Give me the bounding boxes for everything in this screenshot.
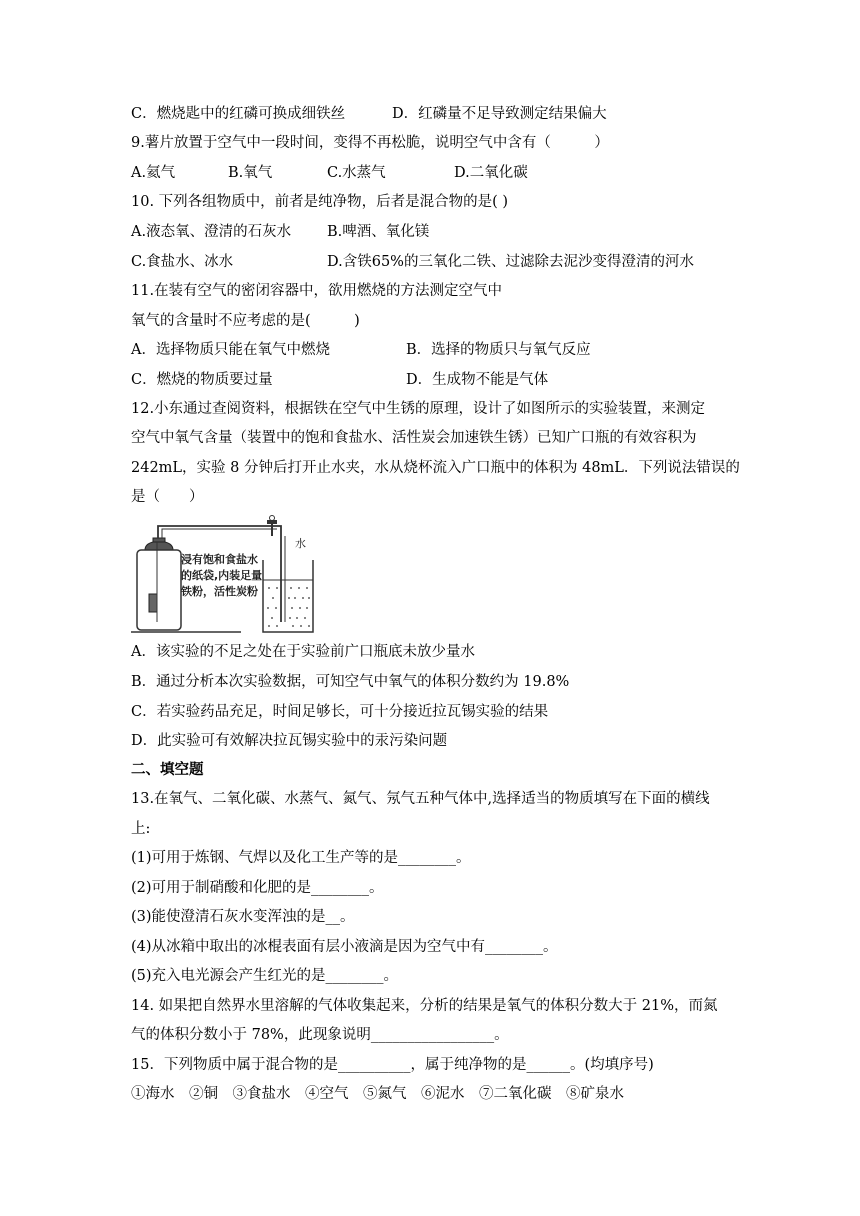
- q15-line2: ①海水 ②铜 ③食盐水 ④空气 ⑤氮气 ⑥泥水 ⑦二氧化碳 ⑧矿泉水: [131, 1086, 624, 1102]
- q12-stem-line2: 空气中氧气含量（装置中的饱和食盐水、活性炭会加速铁生锈）已知广口瓶的有效容积为: [131, 430, 697, 446]
- q10-option-b: B.啤酒、氧化镁: [327, 224, 430, 240]
- q13-stem-line1: 13.在氧气、二氧化碳、水蒸气、氮气、氖气五种气体中,选择适当的物质填写在下面的横线: [131, 791, 710, 807]
- apparatus-label-line2: 的纸袋,内装足量: [181, 569, 263, 582]
- q12-option-d: D．此实验可有效解决拉瓦锡实验中的汞污染问题: [131, 733, 448, 749]
- q11-option-b: B．选择的物质只与氧气反应: [406, 342, 591, 358]
- q13-item-3: (3)能使澄清石灰水变浑浊的是__。: [131, 909, 355, 925]
- q8-option-d: D．红磷量不足导致测定结果偏大: [392, 106, 607, 122]
- q13-item-4: (4)从冰箱中取出的冰棍表面有层小液滴是因为空气中有________。: [131, 939, 558, 955]
- q14-line2: 气的体积分数小于 78%，此现象说明_________________。: [131, 1027, 509, 1043]
- q13-item-1: (1)可用于炼钢、气焊以及化工生产等的是________。: [131, 850, 471, 866]
- q14-line1: 14. 如果把自然界水里溶解的气体收集起来，分析的结果是氧气的体积分数大于 21%，而氮: [131, 998, 718, 1014]
- experiment-apparatus-figure: [131, 514, 316, 636]
- q10-option-a: A.液态氧、澄清的石灰水: [131, 224, 292, 240]
- q12-option-b: B．通过分析本次实验数据，可知空气中氧气的体积分数约为 19.8%: [131, 674, 570, 690]
- q11-stem-line2: 氧气的含量时不应考虑的是( ): [131, 313, 360, 329]
- apparatus-label-line3: 铁粉，活性炭粉: [181, 585, 258, 598]
- apparatus-label-water: 水: [295, 537, 306, 550]
- q12-stem-line1: 12.小东通过查阅资料，根据铁在空气中生锈的原理，设计了如图所示的实验装置，来测定: [131, 401, 706, 417]
- q10-stem: 10. 下列各组物质中，前者是纯净物，后者是混合物的是( ): [131, 194, 509, 210]
- q10-option-d: D.含铁65%的三氧化二铁、过滤除去泥沙变得澄清的河水: [327, 254, 694, 270]
- q13-stem-line2: 上:: [131, 821, 151, 837]
- q11-option-c: C．燃烧的物质要过量: [131, 372, 273, 388]
- q8-option-c: C．燃烧匙中的红磷可换成细铁丝: [131, 106, 346, 122]
- apparatus-label-line1: 浸有饱和食盐水: [181, 553, 258, 566]
- q12-option-c: C．若实验药品充足，时间足够长，可十分接近拉瓦锡实验的结果: [131, 704, 549, 720]
- q11-option-d: D．生成物不能是气体: [406, 372, 549, 388]
- q9-option-a: A.氦气: [131, 165, 176, 181]
- q12-option-a: A．该实验的不足之处在于实验前广口瓶底未放少量水: [131, 644, 475, 660]
- q9-option-d: D.二氧化碳: [454, 165, 528, 181]
- q11-stem-line1: 11.在装有空气的密闭容器中，欲用燃烧的方法测定空气中: [131, 283, 503, 299]
- q15-line1: 15．下列物质中属于混合物的是__________，属于纯净物的是______。(均填序号): [131, 1057, 654, 1073]
- q11-option-a: A．选择物质只能在氧气中燃烧: [131, 342, 330, 358]
- section-heading-fill-in: 二、填空题: [131, 762, 204, 778]
- q12-stem-line3: 242mL，实验 8 分钟后打开止水夹，水从烧杯流入广口瓶中的体积为 48mL．下列说法错误的: [131, 460, 740, 476]
- q9-stem: 9.薯片放置于空气中一段时间，变得不再松脆，说明空气中含有（ ）: [131, 135, 609, 151]
- q13-item-2: (2)可用于制硝酸和化肥的是________。: [131, 880, 384, 896]
- q13-item-5: (5)充入电光源会产生红光的是________。: [131, 968, 399, 984]
- q9-option-c: C.水蒸气: [327, 165, 386, 181]
- q12-stem-line4: 是（ ）: [131, 489, 204, 505]
- q9-option-b: B.氧气: [228, 165, 273, 181]
- q10-option-c: C.食盐水、冰水: [131, 254, 234, 270]
